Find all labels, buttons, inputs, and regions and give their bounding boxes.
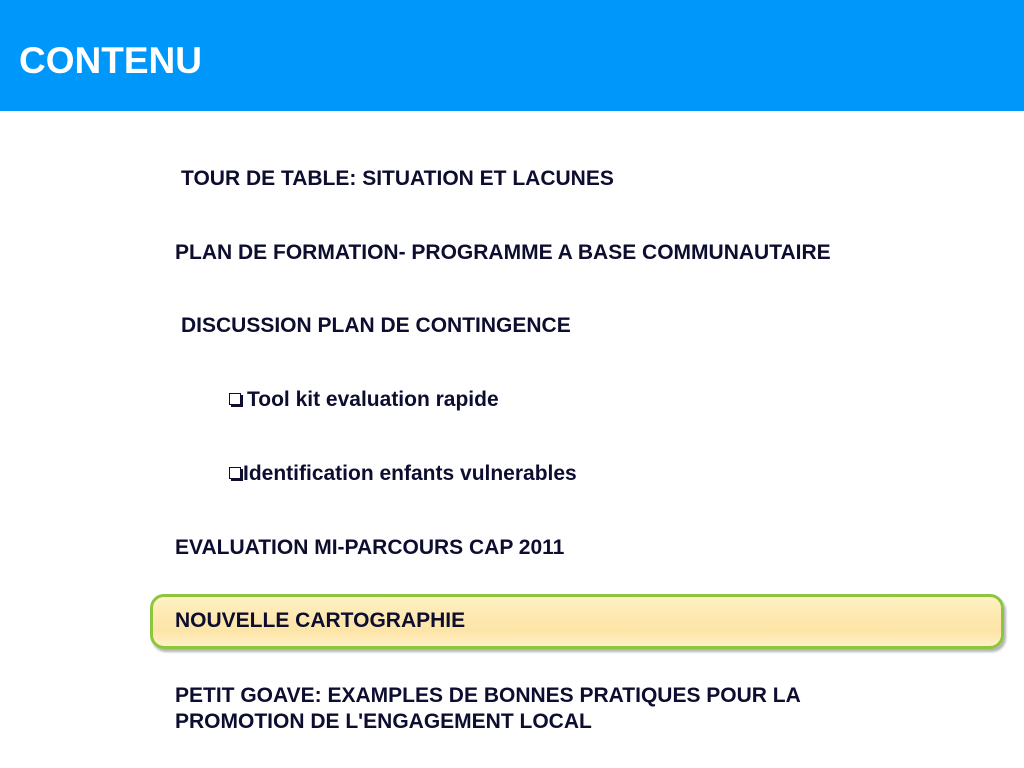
checkbox-bullet-icon — [229, 393, 241, 405]
agenda-item-discussion-plan: DISCUSSION PLAN DE CONTINGENCE — [181, 314, 571, 337]
agenda-item-evaluation: EVALUATION MI-PARCOURS CAP 2011 — [175, 536, 565, 559]
agenda-item-petit-goave-line2: PROMOTION DE L'ENGAGEMENT LOCAL — [175, 710, 592, 733]
header-bar — [0, 0, 1024, 111]
agenda-subitem-identification — [229, 461, 577, 487]
agenda-item-petit-goave-line1: PETIT GOAVE: EXAMPLES DE BONNES PRATIQUES POUR LA — [175, 684, 801, 707]
checkbox-bullet-icon — [229, 467, 241, 479]
agenda-subitem-identification-label: Identification enfants vulnerables — [243, 462, 577, 485]
agenda-item-nouvelle-cartographie: NOUVELLE CARTOGRAPHIE — [175, 609, 466, 632]
slide-title: CONTENU — [19, 40, 202, 81]
agenda-item-plan-de-formation: PLAN DE FORMATION- PROGRAMME A BASE COMMUNAUTAIRE — [175, 241, 831, 264]
agenda-subitem-tool-kit-label: Tool kit evaluation rapide — [247, 388, 499, 411]
agenda-subitem-tool-kit — [229, 387, 499, 413]
agenda-item-tour-de-table: TOUR DE TABLE: SITUATION ET LACUNES — [181, 167, 614, 190]
